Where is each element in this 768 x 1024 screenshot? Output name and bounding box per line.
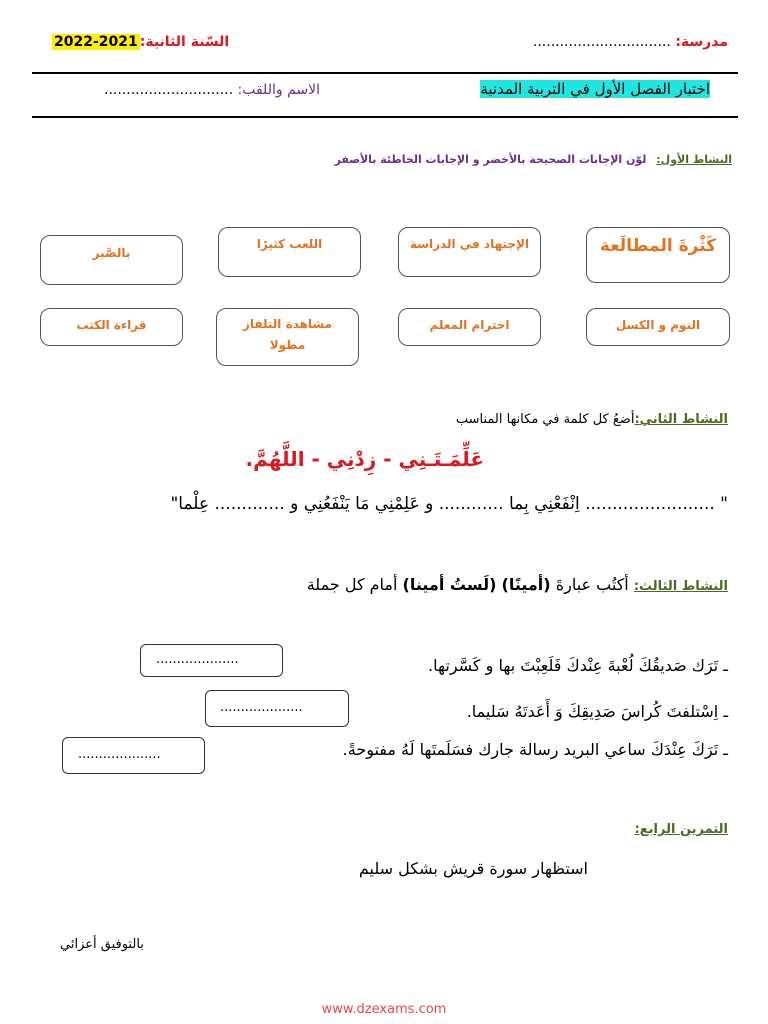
year-value: 2022-2021 xyxy=(54,34,138,50)
activity2-words: عَلِّمَـتَـنِي - زِدْنِي - اللَّهُمَّ. xyxy=(245,447,484,471)
choice-text-3: اللعب كثيرًا xyxy=(256,237,323,251)
activity3-option-1: (أمينًا) xyxy=(501,575,551,594)
closing-text: بالتوفيق أعزائي xyxy=(60,937,144,952)
activity2-instruction: أضعُ كل كلمة في مكانها المناسب xyxy=(455,412,635,427)
activity3-instruction-suffix: أمام كل جملة xyxy=(306,575,398,594)
choice-text-7: مشاهدة التلفاز مطولا xyxy=(242,317,333,352)
activity3-option-2: (لَستُ أمينا) xyxy=(402,575,497,594)
website-watermark: www.dzexams.com xyxy=(321,1002,447,1017)
activity3-instruction-prefix: أكتُب عبارةَ xyxy=(555,575,629,594)
choice-text-2: الإجتهاد في الدراسة xyxy=(409,237,530,251)
name-label: الاسم واللقب: xyxy=(237,82,320,98)
activity3-item-3: ـ تَرَكَ عِنْدَكَ ساعي البريد رسالة جارك فسَلَمتَها لَهُ مفتوحةً. xyxy=(342,740,728,759)
header-top-divider xyxy=(32,72,738,74)
activity3-heading xyxy=(307,575,728,594)
choice-text-5: النوم و الكسل xyxy=(615,318,701,332)
exam-title: اختبار الفصل الأول في التربية المدنية xyxy=(480,80,710,98)
activity1-heading xyxy=(335,153,732,166)
choice-box-2[interactable] xyxy=(398,227,541,277)
activity2-sentence: " ........................ اِنْفَعْنِي بِما ............ و عَلِمْنِي مَا يَنْفَعُنِي و ............. عِلْما" xyxy=(170,494,728,514)
year-field xyxy=(52,34,229,50)
choice-box-3[interactable] xyxy=(218,227,361,277)
activity4-label: التمرين الرابع: xyxy=(634,822,728,837)
activity2-heading xyxy=(456,412,728,427)
header-bottom-divider xyxy=(32,116,738,118)
activity3-label: النشاط الثالث: xyxy=(633,579,728,594)
activity1-label: النشاط الأول: xyxy=(656,153,732,166)
choice-text-1: كَثْرةَ المطالَعة xyxy=(599,236,717,256)
name-dots: ............................. xyxy=(104,82,234,98)
school-label: مدرسة: xyxy=(675,34,728,50)
activity2-label: النشاط الثاني: xyxy=(634,412,728,427)
choice-text-8: قراءة الكتب xyxy=(76,318,147,332)
activity3-item-2: ـ اِسْتلفتَ كُراسَ صَدِيقِكَ وَ أَعَدتَهُ سَليما. xyxy=(466,702,728,721)
choice-text-6: احترام المعلم xyxy=(429,318,510,332)
school-field xyxy=(533,34,728,50)
school-dots: ............................... xyxy=(532,34,671,50)
year-label: السّنة الثانية: xyxy=(139,34,230,50)
answer-dots-1: .................... xyxy=(156,652,239,667)
activity1-instruction: لوّن الإجابات الصحيحة بالأخضر و الإجابات الخاطئة بالأصفر xyxy=(334,153,647,166)
name-field xyxy=(104,82,320,98)
answer-dots-2: .................... xyxy=(220,700,303,715)
activity4-text: استظهار سورة قريش بشكل سليم xyxy=(358,859,588,878)
answer-dots-3: .................... xyxy=(78,747,161,762)
choice-box-4[interactable] xyxy=(40,235,183,285)
activity3-item-1: ـ تَرَك صَديقُكَ لُعْبةَ عِنْدكَ فَلَعِبْتَ بها و كَسَّرتها. xyxy=(428,656,728,675)
choice-text-4: بالصَّبر xyxy=(92,246,131,260)
